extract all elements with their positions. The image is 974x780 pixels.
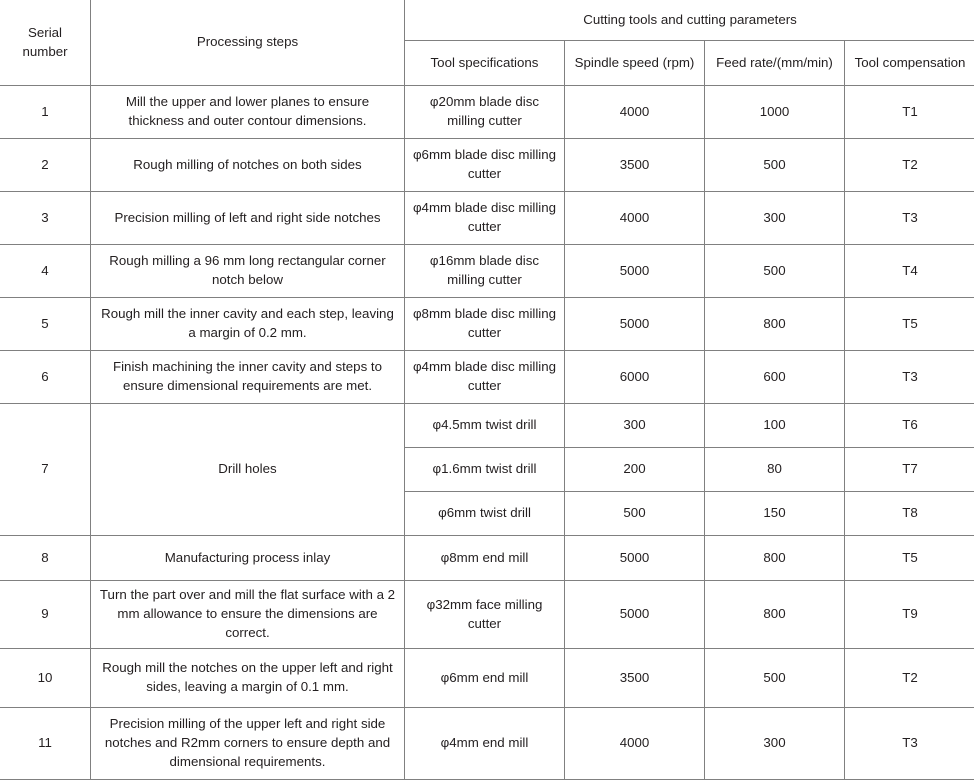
table-row xyxy=(0,86,974,139)
cell-tool-specification: φ6mm twist drill xyxy=(405,492,565,536)
cell-serial-number: 6 xyxy=(0,351,91,404)
cell-tool-compensation: T8 xyxy=(845,492,974,536)
cell-spindle-speed: 4000 xyxy=(565,708,705,780)
cell-tool-specification: φ4.5mm twist drill xyxy=(405,404,565,448)
header-row-primary xyxy=(0,0,974,41)
cell-serial-number: 4 xyxy=(0,245,91,298)
cell-spindle-speed: 3500 xyxy=(565,139,705,192)
cell-serial-number: 1 xyxy=(0,86,91,139)
header-spindle-speed: Spindle speed (rpm) xyxy=(565,41,705,86)
table-row xyxy=(0,649,974,708)
cell-tool-specification: φ8mm end mill xyxy=(405,536,565,581)
cell-feed-rate: 80 xyxy=(705,448,845,492)
cell-tool-compensation: T5 xyxy=(845,536,974,581)
cell-serial-number: 2 xyxy=(0,139,91,192)
header-cutting-group: Cutting tools and cutting parameters xyxy=(405,0,974,41)
cell-feed-rate: 500 xyxy=(705,649,845,708)
cell-processing-step: Precision milling of left and right side notches xyxy=(91,192,405,245)
cell-spindle-speed: 200 xyxy=(565,448,705,492)
cell-processing-step: Manufacturing process inlay xyxy=(91,536,405,581)
cell-spindle-speed: 300 xyxy=(565,404,705,448)
cell-feed-rate: 800 xyxy=(705,581,845,649)
cell-tool-specification: φ20mm blade disc milling cutter xyxy=(405,86,565,139)
header-feed-rate: Feed rate/(mm/min) xyxy=(705,41,845,86)
table-row xyxy=(0,298,974,351)
header-processing-steps: Processing steps xyxy=(91,0,405,86)
cell-tool-specification: φ8mm blade disc milling cutter xyxy=(405,298,565,351)
cell-processing-step: Turn the part over and mill the flat surface with a 2 mm allowance to ensure the dimensions are correct. xyxy=(91,581,405,649)
cell-tool-compensation: T9 xyxy=(845,581,974,649)
cell-processing-step: Precision milling of the upper left and right side notches and R2mm corners to ensure depth and dimensional requirements. xyxy=(91,708,405,780)
table-row xyxy=(0,708,974,780)
cell-feed-rate: 300 xyxy=(705,192,845,245)
cell-tool-specification: φ6mm end mill xyxy=(405,649,565,708)
cell-serial-number: 11 xyxy=(0,708,91,780)
cell-serial-number: 9 xyxy=(0,581,91,649)
cell-spindle-speed: 5000 xyxy=(565,298,705,351)
table-row xyxy=(0,192,974,245)
table-row xyxy=(0,139,974,192)
cell-tool-compensation: T3 xyxy=(845,708,974,780)
cell-serial-number: 5 xyxy=(0,298,91,351)
cell-tool-specification: φ4mm end mill xyxy=(405,708,565,780)
cell-processing-step: Rough milling a 96 mm long rectangular corner notch below xyxy=(91,245,405,298)
cell-tool-compensation: T6 xyxy=(845,404,974,448)
cell-tool-compensation: T3 xyxy=(845,192,974,245)
cell-serial-number: 10 xyxy=(0,649,91,708)
cell-processing-step: Rough mill the notches on the upper left and right sides, leaving a margin of 0.1 mm. xyxy=(91,649,405,708)
header-serial-number: Serial number xyxy=(0,0,91,86)
cell-spindle-speed: 6000 xyxy=(565,351,705,404)
cell-feed-rate: 500 xyxy=(705,139,845,192)
cell-tool-specification: φ32mm face milling cutter xyxy=(405,581,565,649)
cell-serial-number: 8 xyxy=(0,536,91,581)
cell-spindle-speed: 5000 xyxy=(565,581,705,649)
table-row xyxy=(0,351,974,404)
cell-feed-rate: 150 xyxy=(705,492,845,536)
cell-spindle-speed: 4000 xyxy=(565,192,705,245)
cell-tool-compensation: T2 xyxy=(845,649,974,708)
cell-tool-specification: φ4mm blade disc milling cutter xyxy=(405,351,565,404)
cell-feed-rate: 500 xyxy=(705,245,845,298)
cell-spindle-speed: 5000 xyxy=(565,245,705,298)
table-row xyxy=(0,245,974,298)
cell-tool-specification: φ4mm blade disc milling cutter xyxy=(405,192,565,245)
cell-processing-step: Rough mill the inner cavity and each step, leaving a margin of 0.2 mm. xyxy=(91,298,405,351)
cell-tool-specification: φ6mm blade disc milling cutter xyxy=(405,139,565,192)
cell-tool-compensation: T1 xyxy=(845,86,974,139)
cell-spindle-speed: 5000 xyxy=(565,536,705,581)
header-tool-compensation: Tool compensation xyxy=(845,41,974,86)
header-tool-specifications: Tool specifications xyxy=(405,41,565,86)
cell-tool-compensation: T4 xyxy=(845,245,974,298)
cell-tool-compensation: T7 xyxy=(845,448,974,492)
table-row xyxy=(0,536,974,581)
table-row xyxy=(0,404,974,448)
cell-feed-rate: 800 xyxy=(705,298,845,351)
cell-processing-step: Drill holes xyxy=(91,404,405,536)
cell-processing-step: Rough milling of notches on both sides xyxy=(91,139,405,192)
table-row xyxy=(0,581,974,649)
cell-tool-specification: φ16mm blade disc milling cutter xyxy=(405,245,565,298)
cell-tool-compensation: T3 xyxy=(845,351,974,404)
cell-spindle-speed: 500 xyxy=(565,492,705,536)
cell-processing-step: Mill the upper and lower planes to ensure thickness and outer contour dimensions. xyxy=(91,86,405,139)
cell-serial-number: 7 xyxy=(0,404,91,536)
cell-spindle-speed: 4000 xyxy=(565,86,705,139)
cell-spindle-speed: 3500 xyxy=(565,649,705,708)
cell-feed-rate: 600 xyxy=(705,351,845,404)
cell-feed-rate: 800 xyxy=(705,536,845,581)
cell-tool-compensation: T5 xyxy=(845,298,974,351)
cell-tool-compensation: T2 xyxy=(845,139,974,192)
cell-processing-step: Finish machining the inner cavity and steps to ensure dimensional requirements are met. xyxy=(91,351,405,404)
cell-feed-rate: 100 xyxy=(705,404,845,448)
cell-feed-rate: 1000 xyxy=(705,86,845,139)
cell-tool-specification: φ1.6mm twist drill xyxy=(405,448,565,492)
cell-serial-number: 3 xyxy=(0,192,91,245)
cell-feed-rate: 300 xyxy=(705,708,845,780)
